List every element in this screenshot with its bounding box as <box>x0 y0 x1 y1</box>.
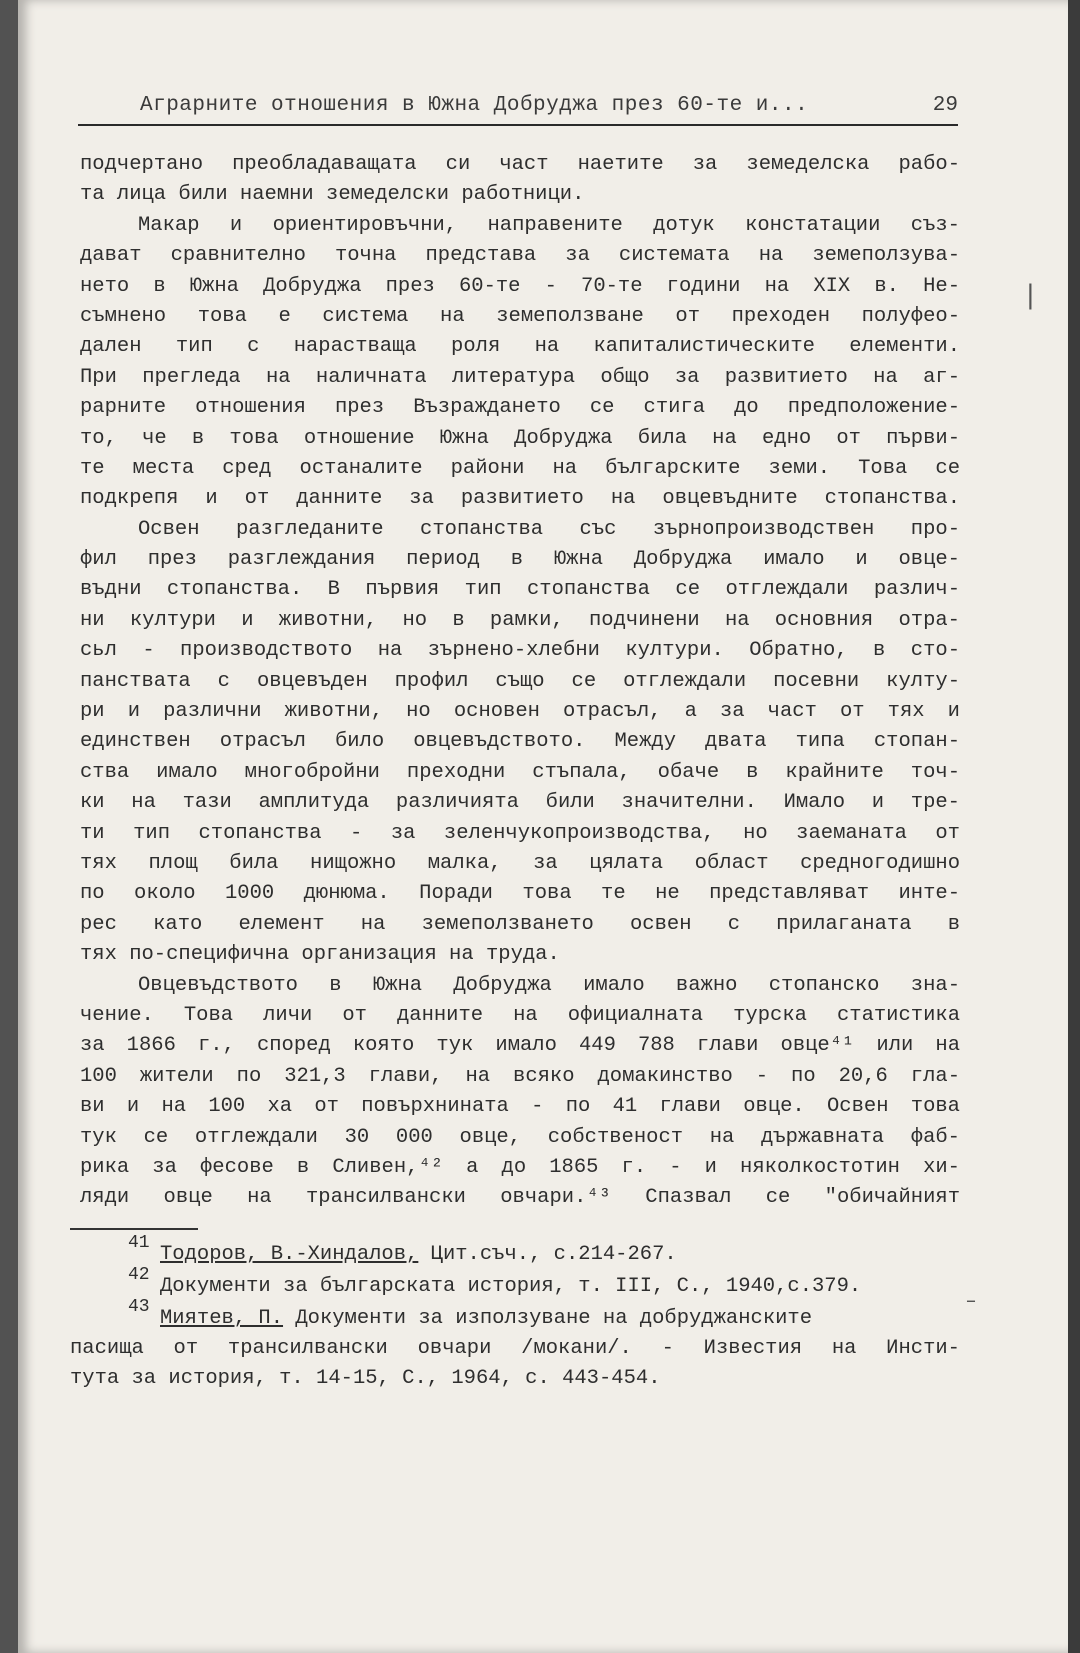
text-line: рес като елемент на земеползването освен с прилаганата в <box>80 912 960 936</box>
text-line: фил през разглеждания период в Южна Добруджа имало и овце- <box>80 548 960 572</box>
text-line: При прегледа на наличната литература общо за развитието на аг- <box>80 365 960 389</box>
page-number: 29 <box>932 94 958 117</box>
body-text <box>80 150 960 1214</box>
text-line: Овцевъдството в Южна Добруджа имало важно стопанско зна- <box>138 973 960 997</box>
footnote-text: Документи за българската история, т. III, С., 1940,с.379. <box>160 1275 862 1298</box>
footnote-text: Цит.съч., с.214-267. <box>430 1243 677 1266</box>
text-line: ти тип стопанства - за зеленчукопроизводства, но заеманата от <box>80 821 960 845</box>
text-line: по около 1000 дюнюма. Поради това те не представляват инте- <box>80 882 960 906</box>
text-line: Макар и ориентировъчни, направените дотук констатации съз- <box>138 213 960 237</box>
text-line: ви и на 100 ха от повърхнината - по 41 глави овце. Освен това <box>80 1095 960 1119</box>
footnote-continuation-line: пасища от трансилвански овчари /мокани/. - Известия на Инсти- <box>70 1337 960 1360</box>
footnote-41 <box>70 1233 960 1270</box>
text-line: ки на тази амплитуда различията били значителни. Имало и тре- <box>80 791 960 815</box>
text-line: съмнено това е система на земеползване от преходен полуфео- <box>80 304 960 328</box>
footnote-author: Тодоров, В.-Хиндалов, <box>160 1243 419 1266</box>
text-line: нето в Южна Добруджа през 60-те - 70-те години на XIX в. Не- <box>80 274 960 298</box>
text-line: дават сравнително точна представа за системата на земеползува- <box>80 244 960 268</box>
footnote-42 <box>70 1265 960 1302</box>
text-line: 100 жители по 321,3 глави, на всяко домакинство - по 20,6 гла- <box>80 1064 960 1088</box>
text-line: тук се отглеждали 30 000 овце, собственост на държавната фаб- <box>80 1125 960 1149</box>
footnote-number: 41 <box>128 1233 150 1253</box>
text-line: тях по-специфична организация на труда. <box>80 943 560 967</box>
text-line: сьл - производството на зърнено-хлебни култури. Обратно, в сто- <box>80 639 960 663</box>
footnote-author: Миятев, П. <box>160 1307 284 1330</box>
text-line: за 1866 г., според която тук имало 449 788 глави овце⁴¹ или на <box>80 1034 960 1058</box>
footnote-number: 43 <box>128 1297 150 1317</box>
text-line: ри и различни животни, но основен отрасъл, а за част от тях и <box>80 700 960 724</box>
text-line: подчертано преобладаващата си част наетите за земеделска рабо- <box>80 153 960 176</box>
text-line: ляди овце на трансилвански овчари.⁴³ Спазвал се "обичайният <box>80 1186 960 1210</box>
text-line: тях площ била нищожно малка, за цялата област средногодишно <box>80 851 960 875</box>
scan-left-edge <box>0 0 18 1653</box>
text-line: ни култури и животни, но в рамки, подчинени на основния отра- <box>80 608 960 632</box>
text-line: рарните отношения през Възраждането се стига до предположение- <box>80 396 960 420</box>
text-line: чение. Това личи от данните на официалната турска статистика <box>80 1003 960 1027</box>
text-line: панствата с овцевъден профил също се отглеждали посевни култу- <box>80 669 960 693</box>
text-line: подкрепя и от данните за развитието на овцевъдните стопанства. <box>80 487 960 511</box>
running-header <box>78 94 958 126</box>
footnote-43 <box>70 1297 960 1334</box>
text-line: те места сред останалите райони на българските земи. Това се <box>80 456 960 480</box>
footnote-continuation-line: тута за история, т. 14-15, С., 1964, с. 443-454. <box>70 1367 661 1390</box>
text-line: та лица били наемни земеделски работници. <box>80 183 585 207</box>
text-line: въдни стопанства. В първия тип стопанства се отглеждали различ- <box>80 578 960 602</box>
text-line: ства имало многобройни преходни стъпала, обаче в крайните точ- <box>80 760 960 784</box>
text-line: единствен отрасъл било овцевъдството. Между двата типа стопан- <box>80 730 960 754</box>
text-line: рика за фесове в Сливен,⁴² а до 1865 г. - и няколкостотин хи- <box>80 1155 960 1179</box>
footnote-number: 42 <box>128 1265 150 1285</box>
footnotes <box>70 1233 960 1394</box>
text-line: дален тип с нарастваща роля на капиталистическите елементи. <box>80 335 960 359</box>
document-page <box>18 0 1068 1653</box>
text-line: то, че в това отношение Южна Добруджа била на едно от първи- <box>80 426 960 450</box>
footnote-text: Документи за използуване на добруджанските <box>295 1307 813 1330</box>
scan-right-edge <box>1068 0 1080 1653</box>
running-header-title: Аграрните отношения в Южна Добруджа през 60-те и... <box>140 94 809 117</box>
text-line: Освен разгледаните стопанства със зърнопроизводствен про- <box>138 517 960 541</box>
margin-pencil-mark: | <box>1026 280 1035 310</box>
margin-pencil-mark: – <box>966 1288 976 1312</box>
